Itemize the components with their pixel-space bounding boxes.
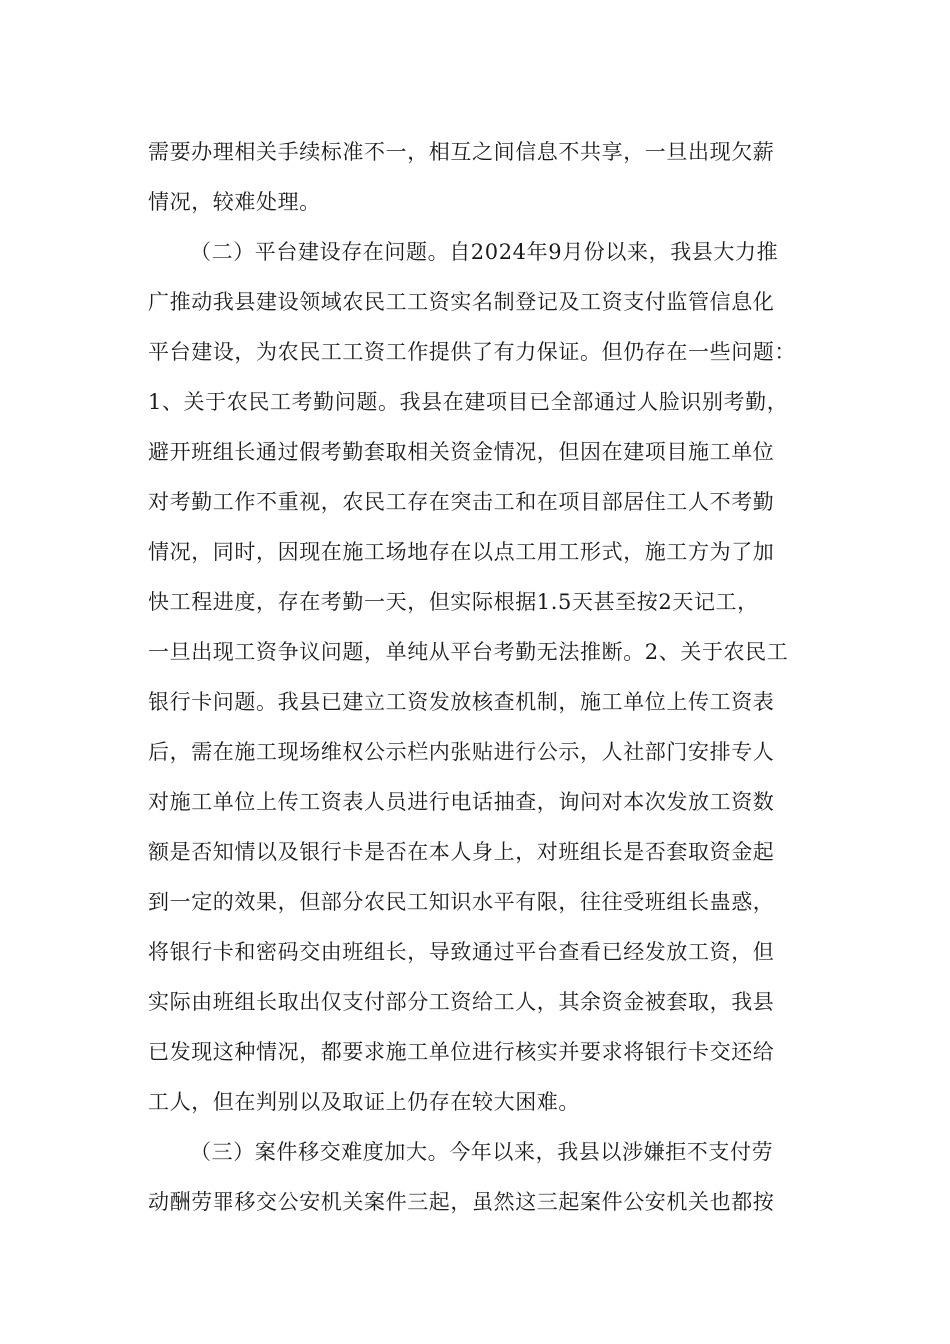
text-line: 快工程进度，存在考勤一天，但实际根据1.5天甚至按2天记工， <box>148 590 759 614</box>
text-line: 避开班组长通过假考勤套取相关资金情况，但因在建项目施工单位 <box>148 440 775 464</box>
text-line: 情况，较难处理。 <box>148 190 321 214</box>
text-line: 到一定的效果，但部分农民工知识水平有限，往往受班组长蛊惑， <box>148 890 775 914</box>
text-line: 1、关于农民工考勤问题。我县在建项目已全部通过人脸识别考勤， <box>148 390 789 414</box>
text-line: 广推动我县建设领域农民工工资实名制登记及工资支付监管信息化 <box>148 290 775 314</box>
text-line: 对考勤工作不重视，农民工存在突击工和在项目部居住工人不考勤 <box>148 490 775 514</box>
paragraph-heading-line: （三）案件移交难度加大。今年以来，我县以涉嫌拒不支付劳 <box>190 1140 774 1164</box>
text-line: 工人，但在判别以及取证上仍存在较大困难。 <box>148 1090 580 1114</box>
text-line: 将银行卡和密码交由班组长，导致通过平台查看已经发放工资，但 <box>148 940 775 964</box>
text-line: 动酬劳罪移交公安机关案件三起，虽然这三起案件公安机关也都按 <box>148 1190 775 1214</box>
text-line: 银行卡问题。我县已建立工资发放核查机制，施工单位上传工资表 <box>148 690 775 714</box>
paragraph-heading-line: （二）平台建设存在问题。自2024年9月份以来，我县大力推 <box>190 240 779 264</box>
text-line: 情况，同时，因现在施工场地存在以点工用工形式，施工方为了加 <box>148 540 775 564</box>
text-line: 后，需在施工现场维权公示栏内张贴进行公示，人社部门安排专人 <box>148 740 775 764</box>
text-line: 平台建设，为农民工工资工作提供了有力保证。但仍存在一些问题： <box>148 340 796 364</box>
text-line: 额是否知情以及银行卡是否在本人身上，对班组长是否套取资金起 <box>148 840 775 864</box>
text-line: 实际由班组长取出仅支付部分工资给工人，其余资金被套取，我县 <box>148 990 775 1014</box>
text-line: 一旦出现工资争议问题，单纯从平台考勤无法推断。2、关于农民工 <box>148 640 789 664</box>
text-line: 已发现这种情况，都要求施工单位进行核实并要求将银行卡交还给 <box>148 1040 775 1064</box>
text-line: 对施工单位上传工资表人员进行电话抽查，询问对本次发放工资数 <box>148 790 775 814</box>
text-line: 需要办理相关手续标准不一，相互之间信息不共享，一旦出现欠薪 <box>148 140 775 164</box>
